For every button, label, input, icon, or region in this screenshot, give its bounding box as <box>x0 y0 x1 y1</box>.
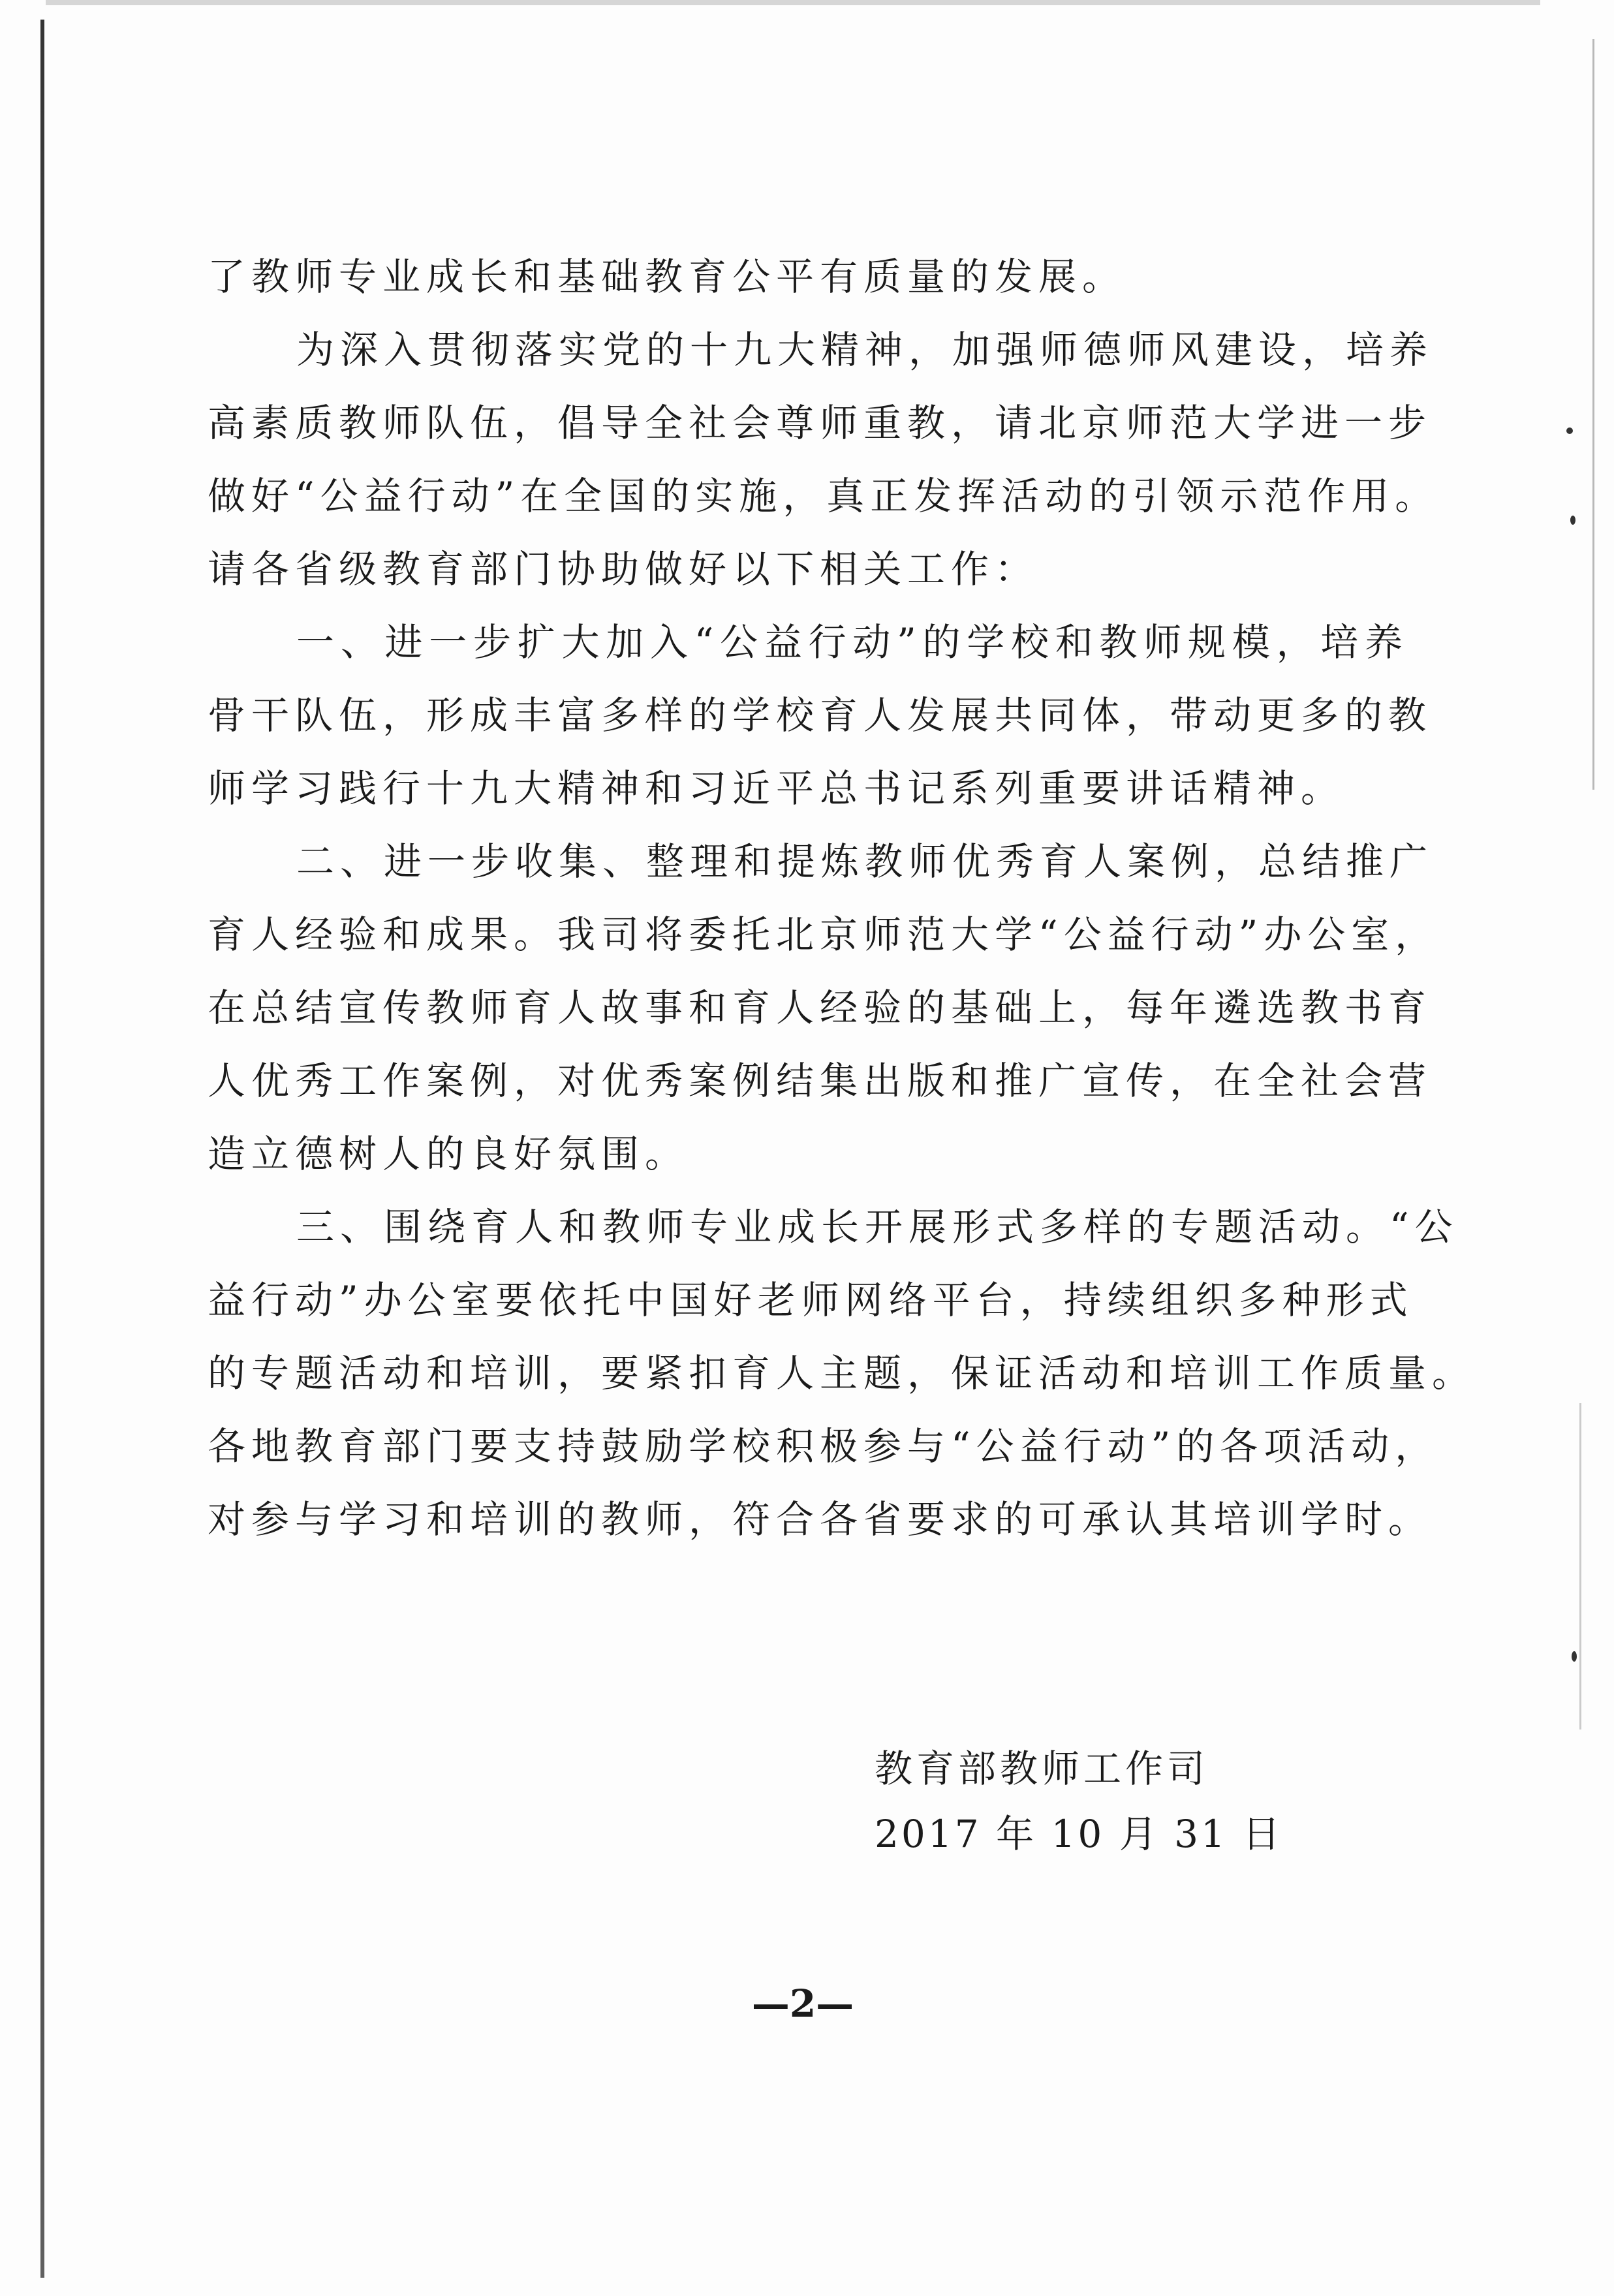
scan-edge-right-lower <box>1579 1403 1581 1730</box>
scan-edge-top <box>46 0 1540 5</box>
page-number: —2— <box>751 1981 854 2026</box>
paragraph-line: 人优秀工作案例，对优秀案例结集出版和推广宣传，在全社会营 <box>208 1059 1433 1103</box>
paragraph-line: 师学习践行十九大精神和习近平总书记系列重要讲话精神。 <box>208 766 1345 811</box>
paragraph-line: 造立德树人的良好氛围。 <box>208 1132 689 1176</box>
scan-speck <box>1566 427 1573 434</box>
paragraph-line: 请各省级教育部门协助做好以下相关工作： <box>208 547 1039 591</box>
paragraph-line: 育人经验和成果。我司将委托北京师范大学“公益行动”办公室， <box>208 912 1439 957</box>
scan-edge-left <box>40 20 44 2278</box>
paragraph-line: 一、进一步扩大加入“公益行动”的学校和教师规模，培养 <box>296 620 1408 664</box>
letter-body <box>208 240 1476 1556</box>
paragraph-line: 对参与学习和培训的教师，符合各省要求的可承认其培训学时。 <box>208 1497 1433 1542</box>
paragraph-line: 益行动”办公室要依托中国好老师网络平台，持续组织多种形式 <box>208 1278 1414 1322</box>
signature-block <box>875 1736 1283 1867</box>
scan-speck <box>1572 1651 1577 1662</box>
issuing-organization: 教育部教师工作司 <box>875 1746 1209 1791</box>
issue-date: 2017 年 10 月 31 日 <box>875 1812 1283 1856</box>
paragraph-line: 在总结宣传教师育人故事和育人经验的基础上，每年遴选教书育 <box>208 985 1433 1030</box>
paragraph-line: 高素质教师队伍，倡导全社会尊师重教，请北京师范大学进一步 <box>208 401 1433 445</box>
paragraph-line: 各地教育部门要支持鼓励学校积极参与“公益行动”的各项活动， <box>208 1424 1439 1468</box>
paragraph-line: 三、围绕育人和教师专业成长开展形式多样的专题活动。“公 <box>296 1205 1459 1249</box>
scan-speck <box>1570 516 1575 525</box>
paragraph-line: 骨干队伍，形成丰富多样的学校育人发展共同体，带动更多的教 <box>208 693 1433 737</box>
paragraph-line: 二、进一步收集、整理和提炼教师优秀育人案例，总结推广 <box>296 839 1434 884</box>
paragraph-line: 为深入贯彻落实党的十九大精神，加强师德师风建设，培养 <box>296 328 1434 372</box>
scan-edge-right <box>1592 39 1594 790</box>
paragraph-line: 了教师专业成长和基础教育公平有质量的发展。 <box>208 255 1126 299</box>
paragraph-line: 做好“公益行动”在全国的实施，真正发挥活动的引领示范作用。 <box>208 474 1439 518</box>
paragraph-line: 的专题活动和培训，要紧扣育人主题，保证活动和培训工作质量。 <box>208 1351 1476 1395</box>
